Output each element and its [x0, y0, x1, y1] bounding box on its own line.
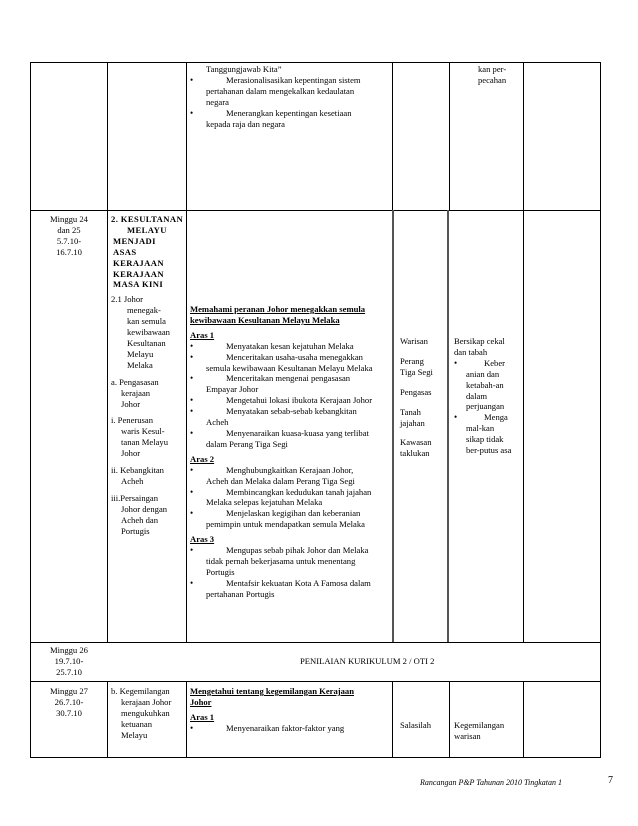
row-divider: [30, 642, 601, 643]
row3-week: [31, 645, 107, 678]
subtopic-line: i. Penerusan: [111, 415, 154, 426]
outcome-line: kepada raja dan negara: [206, 118, 285, 129]
col-divider: [523, 681, 524, 757]
table-right-border: [600, 62, 601, 757]
row1-values: [478, 64, 522, 86]
subtopic-line: 2.1 Johor: [111, 294, 143, 305]
page-footer: Rancangan P&P Tahunan 2010 Tingkatan 1: [420, 778, 563, 787]
col-divider: [107, 62, 108, 210]
concept-line: [400, 347, 446, 356]
subtopic-list: [111, 294, 185, 536]
subtopic-line: Melayu: [127, 348, 154, 359]
subtopic-line: tanan Melayu: [121, 437, 169, 448]
topic-title-line: ASAS: [113, 246, 137, 257]
col-divider: [186, 62, 187, 210]
col-divider: [449, 62, 450, 210]
week-line: 25.7.10: [56, 666, 82, 677]
subtopic-line: kan semula: [127, 316, 166, 327]
week-line: 19.7.10-: [54, 655, 84, 666]
value-line: perjuangan: [466, 401, 505, 412]
outcome-line: Portugis: [206, 566, 235, 577]
value-line: dalam: [466, 390, 487, 401]
row-divider: [30, 210, 601, 211]
aras-2-list: [190, 465, 390, 530]
value-line: Bersikap cekal: [454, 336, 505, 346]
col-divider: [392, 681, 393, 757]
topic-title-line: KERAJAAN: [113, 257, 164, 268]
aras-1-label: Aras 1: [190, 711, 215, 722]
value-list: [454, 336, 522, 456]
outcome-line: pertahanan dalam mengekalkan kedaulatan: [206, 85, 355, 96]
subtopic-line: waris Kesul-: [121, 426, 165, 437]
outcome-bullet: • Menceritakan usaha-usaha menegakkan: [190, 352, 390, 363]
week-line: 5.7.10-: [56, 235, 82, 246]
outcome-line: Acheh dan Melaka dalam Perang Tiga Segi: [206, 475, 355, 486]
outcome-bullet: • Menyatakan kesan kejatuhan Melaka: [190, 341, 390, 352]
value-line: Kegemilangan: [454, 720, 505, 730]
topic-title-line: MASA KINI: [113, 279, 164, 290]
row4-values: [454, 720, 522, 742]
week-line: 26.7.10-: [54, 696, 84, 707]
outcome-line: dalam Perang Tiga Segi: [206, 438, 288, 449]
topic-title-line: KERAJAAN: [113, 268, 164, 279]
col-divider: [107, 681, 108, 757]
topic-title-line: 2. KESULTANAN: [111, 214, 184, 224]
outcome-line: Empayar Johor: [206, 384, 259, 395]
subtopic-line: a. Pengasasan: [111, 376, 159, 387]
aras-1-list: [190, 341, 390, 450]
row4-concept: Salasilah: [400, 720, 432, 730]
row2-topic: [111, 214, 185, 536]
aras-1-label: Aras 1: [190, 329, 215, 340]
outcome-line: negara: [206, 96, 229, 107]
assessment-label: PENILAIAN KURIKULUM 2 / OTI 2: [300, 656, 435, 666]
subtopic-line: Johor: [121, 448, 141, 459]
week-line: Minggu 26: [50, 645, 88, 655]
aras-3-list: [190, 545, 390, 600]
subtopic-line: kewibawaan: [127, 327, 170, 338]
outcome-bullet: • Membincangkan kedudukan tanah jajahan: [190, 487, 390, 498]
col-divider: [523, 62, 524, 210]
concept-line: Perang: [400, 355, 424, 366]
row-divider: [30, 681, 601, 682]
value-line: kan per-: [478, 64, 507, 74]
concept-line: Kawasan: [400, 437, 432, 448]
week-line: dan 25: [57, 224, 81, 235]
concept-line: Warisan: [400, 336, 428, 346]
col-divider: [186, 681, 187, 757]
aras-2-label: Aras 2: [190, 453, 215, 464]
subtopic-line: kerajaan: [121, 387, 151, 398]
value-line: pecahan: [478, 74, 507, 85]
week-line: Minggu 27: [50, 686, 88, 696]
outcome-bullet: • Menjelaskan kegigihan dan keberanian: [190, 508, 390, 519]
outcome-heading: Mengetahui tentang kegemilangan Kerajaan: [190, 686, 354, 696]
outcome-line: pertahanan Portugis: [206, 588, 275, 599]
week-line: 16.7.10: [56, 246, 82, 257]
outcome-line: Acheh: [206, 417, 229, 428]
outcome-bullet: • Mengupas sebab pihak Johor dan Melaka: [190, 545, 390, 556]
value-line: warisan: [454, 730, 481, 741]
subtopic-line: mengukuhkan: [121, 707, 170, 718]
subtopic-line: Acheh dan: [121, 514, 158, 525]
outcome-bullet: • Mengetahui lokasi ibukota Kerajaan Johor: [190, 395, 390, 406]
row2-values: [454, 336, 522, 456]
subtopic-line: ketuanan: [121, 718, 153, 729]
subtopic-line: Johor dengan: [121, 503, 168, 514]
outcome-bullet: • Menerangkan kepentingan kesetiaan: [190, 108, 390, 119]
subtopic-line: Melaka: [127, 359, 153, 370]
subtopic-line: iii.Persaingan: [111, 492, 159, 503]
outcome-line: Tanggungjawab Kita”: [206, 64, 282, 74]
subtopic-line: Portugis: [121, 525, 150, 536]
value-bullet: • Keber: [454, 358, 522, 369]
value-line: sikap tidak: [466, 434, 504, 445]
row4-learning-outcomes: [190, 686, 390, 734]
subtopic-line: menegak-: [127, 305, 161, 316]
subtopic-line: ii. Kebangkitan: [111, 465, 164, 476]
value-line: anian dan: [466, 368, 500, 379]
page-number: 7: [608, 775, 613, 786]
subtopic-line: Kesultanan: [127, 337, 166, 348]
outcome-line: tidak pernah bekerjasama untuk menentang: [206, 555, 356, 566]
value-line: dan tabah: [454, 346, 488, 357]
concept-list: [400, 336, 446, 459]
row2-learning-outcomes: [190, 304, 390, 600]
subtopic-line: Acheh: [121, 475, 144, 486]
subtopic-list: [111, 686, 185, 741]
outcome-bullet: • Menceritakan mengenai pengasasan: [190, 373, 390, 384]
subtopic-line: Johor: [121, 398, 141, 409]
outcome-heading: Johor: [190, 696, 212, 707]
col-divider: [449, 681, 450, 757]
concept-line: jajahan: [400, 417, 425, 428]
row2-concepts: [400, 336, 446, 459]
outcome-heading: kewibawaan Kesultanan Melayu Melaka: [190, 314, 340, 325]
value-line: ber-putus asa: [466, 445, 512, 456]
value-line: mal-kan: [466, 423, 495, 434]
col-divider: [523, 210, 524, 642]
outcome-bullet: • Menyenaraikan faktor-faktor yang: [190, 723, 390, 734]
concept-line: Tanah: [400, 406, 421, 417]
week-line: Minggu 24: [50, 214, 88, 224]
outcome-heading: Memahami peranan Johor menegakkan semula: [190, 304, 366, 314]
concept-line: [400, 398, 446, 407]
outcome-line: pemimpin untuk mendapatkan semula Melaka: [206, 519, 365, 530]
col-divider: [447, 210, 449, 642]
concept-line: Pengasas: [400, 386, 432, 397]
row1-learning-outcomes: [190, 64, 390, 129]
col-divider: [392, 210, 394, 642]
table-top-border: [30, 62, 601, 63]
row4-topic: [111, 686, 185, 741]
outcome-bullet: • Menyatakan sebab-sebab kebangkitan: [190, 406, 390, 417]
subtopic-line: Melayu: [121, 729, 148, 740]
concept-line: [400, 378, 446, 387]
outcome-line: Melaka selepas kejatuhan Melaka: [206, 497, 323, 508]
table-bottom-border: [30, 757, 601, 758]
outcome-line: semula kewibawaan Kesultanan Melayu Melaka: [206, 362, 373, 373]
col-divider: [107, 210, 108, 642]
outcome-bullet: • Menyenaraikan kuasa-kuasa yang terlibat: [190, 428, 390, 439]
aras-1-list: [190, 723, 390, 734]
topic-title-line: MENJADI: [113, 235, 156, 246]
outcome-bullet: • Menghubungkaitkan Kerajaan Johor,: [190, 465, 390, 476]
col-divider: [186, 210, 187, 642]
value-bullet: • Menga: [454, 412, 522, 423]
col-divider: [392, 62, 393, 210]
week-line: 30.7.10: [56, 707, 82, 718]
row2-week: [31, 214, 107, 258]
topic-title-line: MELAYU: [127, 224, 167, 235]
concept-line: taklukan: [400, 448, 430, 459]
outcome-bullet: • Mentafsir kekuatan Kota A Famosa dalam: [190, 578, 390, 589]
row4-week: [31, 686, 107, 719]
subtopic-line: b. Kegemilangan: [111, 686, 170, 696]
aras-3-label: Aras 3: [190, 534, 215, 545]
value-line: ketabah-an: [466, 379, 504, 390]
concept-line: [400, 428, 446, 437]
subtopic-line: kerajaan Johor: [121, 696, 172, 707]
outcome-bullet: • Merasionalisasikan kepentingan sistem: [190, 75, 390, 86]
concept-line: Tiga Segi: [400, 366, 433, 377]
